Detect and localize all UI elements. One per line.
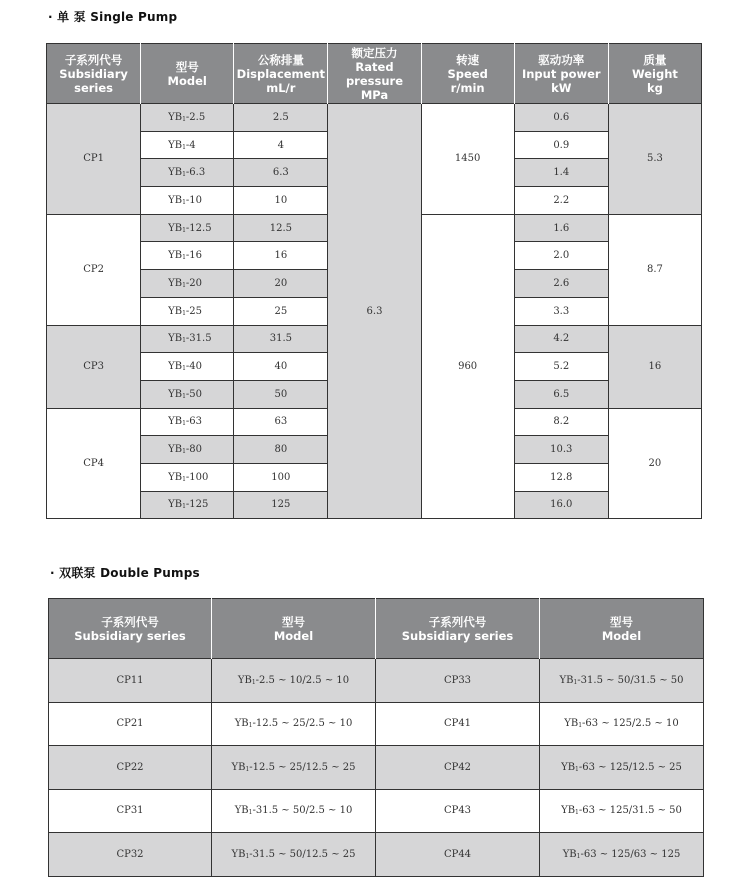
power-cell: 0.6 xyxy=(514,104,608,132)
model-subscript: 1 xyxy=(575,765,579,773)
header-input-power: 驱动功率 Input power kW xyxy=(514,44,608,104)
model-suffix: -31.5 xyxy=(185,333,212,345)
double-pumps-title: · 双联泵 Double Pumps xyxy=(50,566,200,580)
displacement-cell: 6.3 xyxy=(234,159,328,187)
model-range: -31.5 ~ 50/2.5 ~ 10 xyxy=(252,805,353,817)
power-cell: 4.2 xyxy=(514,325,608,353)
model-range: -2.5 ~ 10/2.5 ~ 10 xyxy=(255,674,350,686)
model-subscript: 1 xyxy=(578,722,583,730)
model-subscript: 1 xyxy=(248,722,253,730)
model-subscript: 1 xyxy=(182,337,186,345)
displacement-cell: 12.5 xyxy=(234,214,328,242)
power-cell: 1.4 xyxy=(514,159,608,187)
table-row xyxy=(49,746,704,790)
header-rated-pressure: 额定压力 Rated pressure MPa xyxy=(328,44,421,104)
model-subscript: 1 xyxy=(182,171,186,179)
model-suffix: -12.5 xyxy=(185,222,212,234)
model-range: -63 ~ 125/2.5 ~ 10 xyxy=(582,718,679,730)
model-prefix: YB xyxy=(168,499,183,511)
speed-cell: 1450 xyxy=(421,104,514,215)
series-cell: CP43 xyxy=(376,789,540,833)
model-prefix: YB xyxy=(564,718,579,730)
model-subscript: 1 xyxy=(576,852,581,860)
model-cell xyxy=(141,242,234,270)
displacement-cell: 50 xyxy=(234,380,328,408)
series-cell: CP1 xyxy=(47,104,141,215)
model-prefix: YB xyxy=(234,805,249,817)
model-cell xyxy=(540,789,704,833)
speed-cell: 960 xyxy=(421,214,514,519)
model-cell xyxy=(212,789,376,833)
model-cell xyxy=(141,491,234,519)
model-subscript: 1 xyxy=(182,198,186,206)
series-cell: CP11 xyxy=(49,659,212,703)
model-suffix: -63 xyxy=(185,416,203,428)
model-subscript: 1 xyxy=(182,115,186,123)
model-prefix: YB xyxy=(168,416,183,428)
model-subscript: 1 xyxy=(182,309,186,317)
model-subscript: 1 xyxy=(573,678,578,686)
model-subscript: 1 xyxy=(245,765,250,773)
table-row xyxy=(49,659,704,703)
model-suffix: -20 xyxy=(185,277,203,289)
model-prefix: YB xyxy=(168,277,183,289)
model-subscript: 1 xyxy=(182,254,186,262)
series-cell: CP2 xyxy=(47,214,141,325)
model-cell xyxy=(141,463,234,491)
model-prefix: YB xyxy=(168,361,183,373)
model-prefix: YB xyxy=(168,167,183,179)
double-header-row xyxy=(49,599,704,659)
power-cell: 16.0 xyxy=(514,491,608,519)
model-suffix: -10 xyxy=(185,194,203,206)
model-prefix: YB xyxy=(231,848,246,860)
weight-cell: 16 xyxy=(608,325,701,408)
model-cell xyxy=(141,131,234,159)
weight-cell: 20 xyxy=(608,408,701,519)
model-subscript: 1 xyxy=(182,143,186,151)
model-suffix: -4 xyxy=(185,139,196,151)
model-suffix: -50 xyxy=(185,388,203,400)
model-range: -63 ~ 125/63 ~ 125 xyxy=(580,848,681,860)
model-range: -31.5 ~ 50/31.5 ~ 50 xyxy=(577,674,684,686)
double-pumps-table xyxy=(48,598,704,877)
displacement-cell: 20 xyxy=(234,270,328,298)
series-cell: CP44 xyxy=(376,833,540,877)
model-subscript: 1 xyxy=(182,392,186,400)
model-prefix: YB xyxy=(168,111,183,123)
displacement-cell: 31.5 xyxy=(234,325,328,353)
header-model-1: 型号 Model xyxy=(212,599,376,659)
model-subscript: 1 xyxy=(251,678,256,686)
power-cell: 12.8 xyxy=(514,463,608,491)
displacement-cell: 4 xyxy=(234,131,328,159)
header-model-2: 型号 Model xyxy=(540,599,704,659)
model-prefix: YB xyxy=(168,388,183,400)
model-prefix: YB xyxy=(168,305,183,317)
series-cell: CP21 xyxy=(49,702,212,746)
header-model: 型号 Model xyxy=(141,44,234,104)
displacement-cell: 80 xyxy=(234,436,328,464)
single-header-row xyxy=(47,44,702,104)
model-subscript: 1 xyxy=(575,809,579,817)
displacement-cell: 2.5 xyxy=(234,104,328,132)
power-cell: 2.6 xyxy=(514,270,608,298)
displacement-cell: 63 xyxy=(234,408,328,436)
model-cell xyxy=(141,353,234,381)
model-suffix: -40 xyxy=(185,361,203,373)
model-prefix: YB xyxy=(168,194,183,206)
series-cell: CP33 xyxy=(376,659,540,703)
model-range: -12.5 ~ 25/2.5 ~ 10 xyxy=(252,718,353,730)
model-prefix: YB xyxy=(562,848,577,860)
model-prefix: YB xyxy=(168,139,183,151)
header-subsidiary-series-2: 子系列代号 Subsidiary series xyxy=(376,599,540,659)
weight-cell: 5.3 xyxy=(608,104,701,215)
model-cell xyxy=(141,104,234,132)
single-pump-title: · 单 泵 Single Pump xyxy=(48,10,178,24)
table-row xyxy=(49,789,704,833)
model-cell xyxy=(212,702,376,746)
displacement-cell: 100 xyxy=(234,463,328,491)
power-cell: 2.0 xyxy=(514,242,608,270)
series-cell: CP41 xyxy=(376,702,540,746)
model-subscript: 1 xyxy=(182,475,186,483)
model-suffix: -125 xyxy=(185,499,209,511)
series-cell: CP3 xyxy=(47,325,141,408)
model-cell xyxy=(212,833,376,877)
model-subscript: 1 xyxy=(182,503,186,511)
model-cell xyxy=(141,380,234,408)
power-cell: 1.6 xyxy=(514,214,608,242)
model-subscript: 1 xyxy=(182,281,186,289)
header-displacement: 公称排量 Displacement mL/r xyxy=(234,44,328,104)
model-prefix: YB xyxy=(561,805,576,817)
model-suffix: -80 xyxy=(185,444,203,456)
model-subscript: 1 xyxy=(182,226,186,234)
model-suffix: -100 xyxy=(185,471,209,483)
power-cell: 8.2 xyxy=(514,408,608,436)
model-subscript: 1 xyxy=(245,852,250,860)
model-subscript: 1 xyxy=(182,365,186,373)
model-cell xyxy=(141,436,234,464)
model-cell xyxy=(141,270,234,298)
displacement-cell: 16 xyxy=(234,242,328,270)
model-prefix: YB xyxy=(168,222,183,234)
model-prefix: YB xyxy=(168,333,183,345)
single-pump-table xyxy=(46,43,702,519)
model-subscript: 1 xyxy=(182,420,186,428)
series-cell: CP31 xyxy=(49,789,212,833)
power-cell: 6.5 xyxy=(514,380,608,408)
power-cell: 10.3 xyxy=(514,436,608,464)
series-cell: CP32 xyxy=(49,833,212,877)
weight-cell: 8.7 xyxy=(608,214,701,325)
displacement-cell: 125 xyxy=(234,491,328,519)
model-suffix: -25 xyxy=(185,305,203,317)
power-cell: 2.2 xyxy=(514,187,608,215)
model-prefix: YB xyxy=(168,250,183,262)
model-cell xyxy=(540,659,704,703)
model-prefix: YB xyxy=(561,761,576,773)
model-range: -63 ~ 125/12.5 ~ 25 xyxy=(578,761,682,773)
model-cell xyxy=(141,187,234,215)
model-cell xyxy=(141,159,234,187)
model-suffix: -6.3 xyxy=(185,167,206,179)
pressure-cell: 6.3 xyxy=(328,104,421,519)
model-range: -63 ~ 125/31.5 ~ 50 xyxy=(578,805,682,817)
series-cell: CP4 xyxy=(47,408,141,519)
header-subsidiary-series-1: 子系列代号 Subsidiary series xyxy=(49,599,212,659)
table-row xyxy=(49,833,704,877)
model-range: -31.5 ~ 50/12.5 ~ 25 xyxy=(249,848,356,860)
model-suffix: -2.5 xyxy=(185,111,206,123)
model-cell xyxy=(540,833,704,877)
model-cell xyxy=(141,408,234,436)
model-subscript: 1 xyxy=(248,809,253,817)
table-row xyxy=(47,104,702,132)
header-speed: 转速 Speed r/min xyxy=(421,44,514,104)
table-row xyxy=(49,702,704,746)
displacement-cell: 40 xyxy=(234,353,328,381)
model-prefix: YB xyxy=(168,444,183,456)
displacement-cell: 25 xyxy=(234,297,328,325)
power-cell: 0.9 xyxy=(514,131,608,159)
model-cell xyxy=(212,746,376,790)
model-prefix: YB xyxy=(168,471,183,483)
model-prefix: YB xyxy=(237,674,252,686)
model-subscript: 1 xyxy=(182,448,186,456)
power-cell: 5.2 xyxy=(514,353,608,381)
model-prefix: YB xyxy=(559,674,574,686)
displacement-cell: 10 xyxy=(234,187,328,215)
model-cell xyxy=(141,297,234,325)
series-cell: CP22 xyxy=(49,746,212,790)
power-cell: 3.3 xyxy=(514,297,608,325)
model-suffix: -16 xyxy=(185,250,203,262)
header-subsidiary-series: 子系列代号 Subsidiary series xyxy=(47,44,141,104)
model-cell xyxy=(540,746,704,790)
model-cell xyxy=(212,659,376,703)
model-cell xyxy=(141,325,234,353)
model-prefix: YB xyxy=(234,718,249,730)
model-range: -12.5 ~ 25/12.5 ~ 25 xyxy=(249,761,356,773)
model-prefix: YB xyxy=(231,761,246,773)
header-weight: 质量 Weight kg xyxy=(608,44,701,104)
model-cell xyxy=(540,702,704,746)
model-cell xyxy=(141,214,234,242)
series-cell: CP42 xyxy=(376,746,540,790)
